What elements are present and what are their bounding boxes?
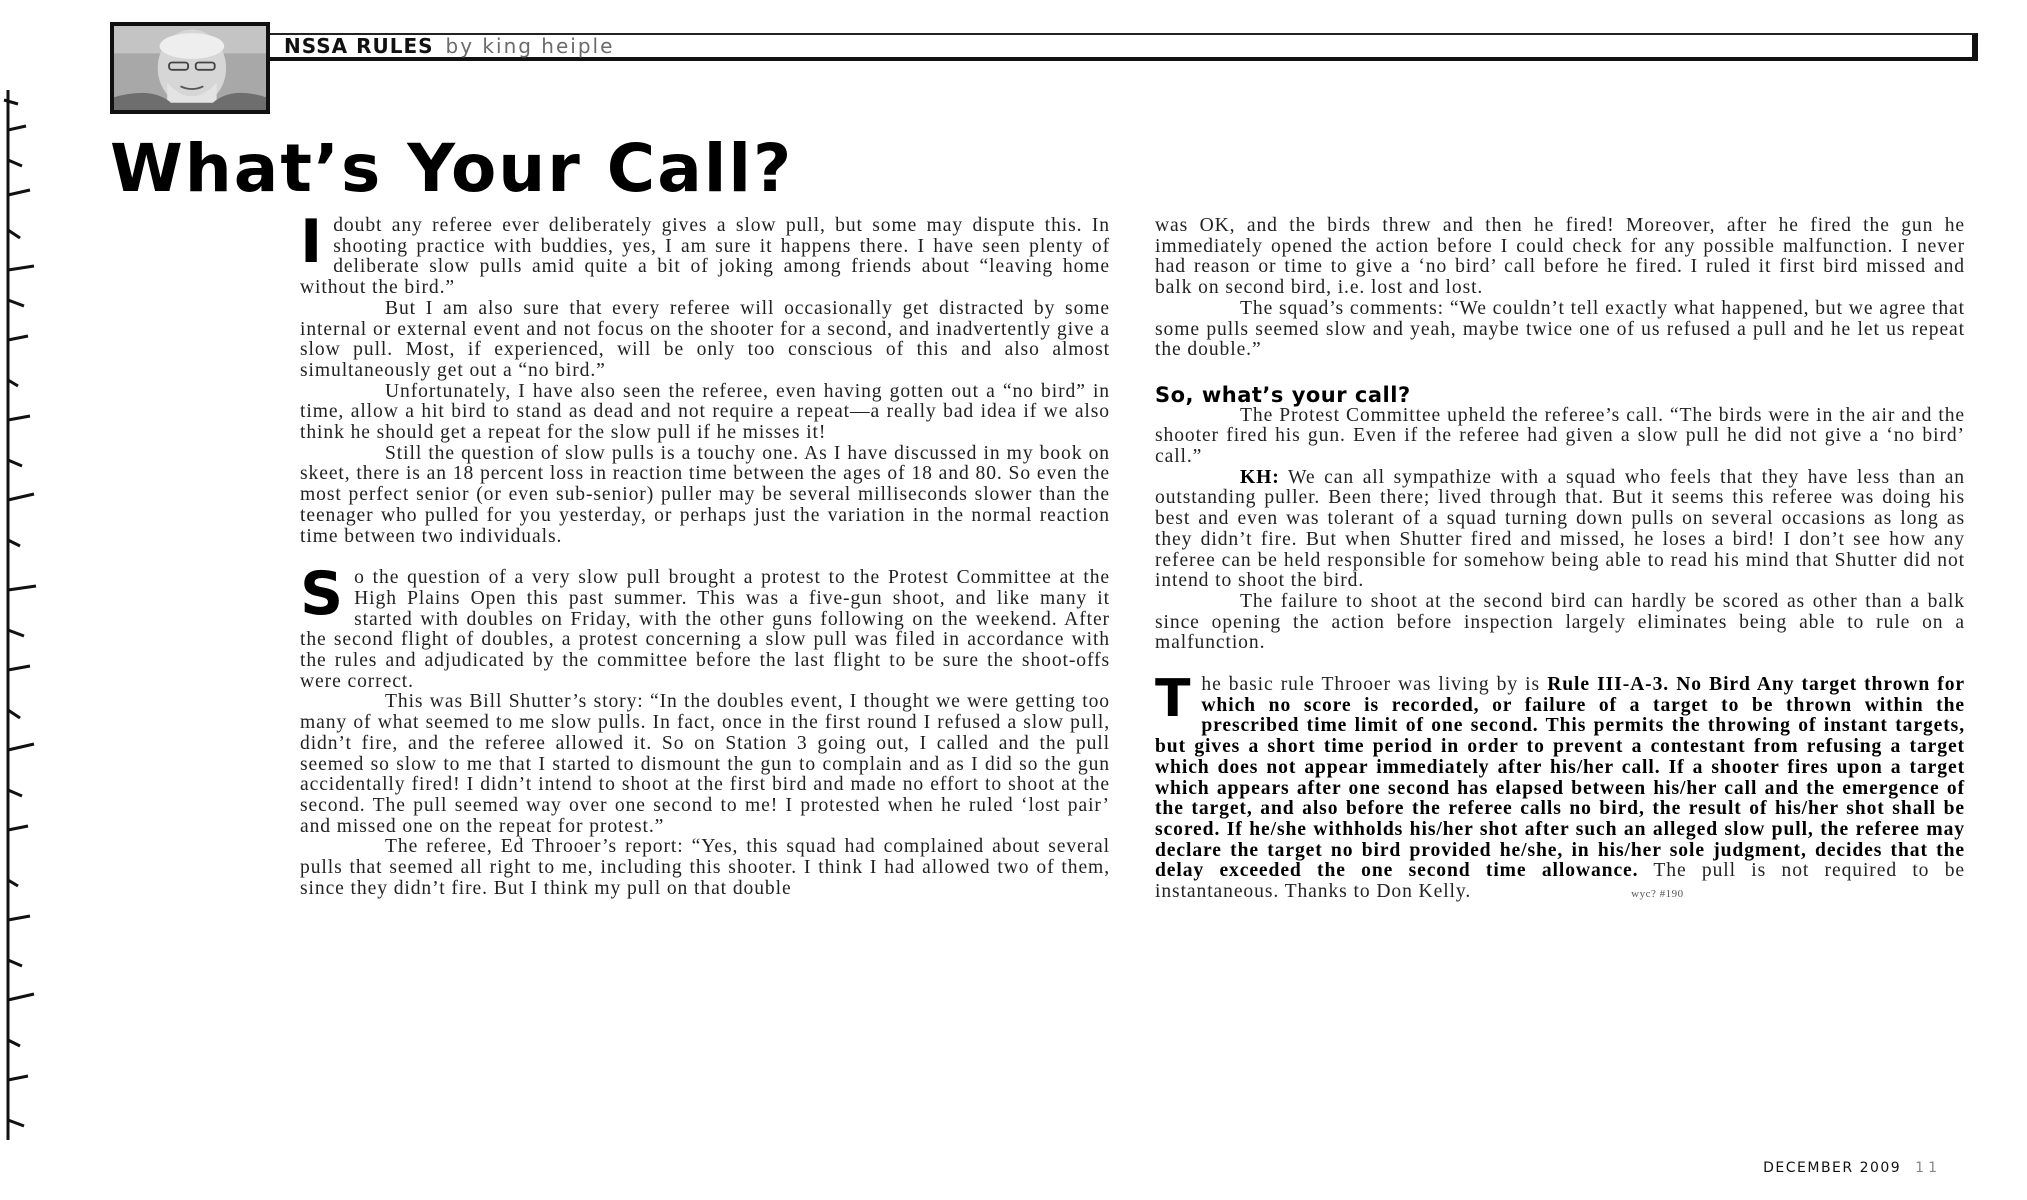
paragraph-text: he basic rule Throoer was living by is bbox=[1201, 674, 1541, 696]
article-right-column bbox=[1155, 216, 1965, 905]
paragraph: The failure to shoot at the second bird can hardly be scored as other than a balk since opening the action before inspection largely eliminates being able to rule on a malfunction. bbox=[1155, 590, 1965, 654]
paragraph-text: doubt any referee ever deliberately gives a slow pull, but some may dispute this. In shooting practice with buddies, yes, I am sure it happens there. I have seen plenty of deliberate slow pulls amid quite a bit of joking among friends about “leaving home without the bird.” bbox=[300, 215, 1110, 299]
drop-cap: T bbox=[1155, 669, 1192, 730]
drop-cap: S bbox=[300, 559, 345, 630]
paragraph: was OK, and the birds threw and then he fired! Moreover, after he fired the gun he immediately opened the action before I could check for any possible malfunction. I never had reason or time to give a ‘no bird’ call before he fired. I ruled it first bird missed and balk on second bird, i.e. lost and lost. bbox=[1155, 215, 1965, 299]
paragraph: Unfortunately, I have also seen the referee, even having gotten out a “no bird” in time, allow a hit bird to stand as dead and not require a repeat—a really bad idea if we also think he should get a repeat for the slow pull if he misses it! bbox=[300, 380, 1110, 444]
issue-date: DECEMBER 2009 bbox=[1763, 1160, 1902, 1176]
paragraph-squad-comments: The squad’s comments: “We couldn’t tell exactly what happened, but we agree that some pulls seemed slow and yeah, maybe twice one of us refused a pull and he let us repeat the double.” bbox=[1155, 297, 1965, 361]
subheading: So, what’s your call? bbox=[1155, 382, 1411, 407]
paragraph-referee-report: The referee, Ed Throoer’s report: “Yes, this squad had complained about several pulls that seemed all right to me, including this shooter. I think I had allowed two of them, since they didn’t fire. But I think my pull on that double bbox=[300, 836, 1110, 899]
scan-edge-marks bbox=[0, 90, 52, 1140]
page-number: 11 bbox=[1915, 1160, 1941, 1176]
section-name: NSSA RULES bbox=[284, 34, 434, 58]
article-left-column bbox=[300, 207, 1110, 900]
paragraph-kh-comment bbox=[1155, 468, 1965, 592]
paragraph-committee-decision: The Protest Committee upheld the referee’s call. “The birds were in the air and the shooter fired his gun. Even if the referee had given a slow pull he did not give a ‘no bird’ call.” bbox=[1155, 404, 1965, 468]
author-byline: by king heiple bbox=[445, 34, 615, 58]
paragraph-text: The pull is not required to be instantaneous. Thanks to Don Kelly. bbox=[1155, 860, 1965, 903]
rule-text: Rule III-A-3. No Bird Any target thrown for which no score is recorded, or failure of a target to be thrown within the prescribed time limit of one second. This permits the throwing of instant targets, but gives a short time period in order to prevent a contestant from refusing a target which does not appear immediately after his/her call. If a shooter fires upon a target which appears after one second has elapsed between his/her call and the emergence of the target, and also before the referee calls no bird, the result of his/her shot shall be scored. If he/she withholds his/her shot after such an alleged slow pull, the referee may declare the target no bird provided he/she, in his/her sole judgment, decides that the delay exceeded the one second time allowance. bbox=[1155, 674, 1965, 882]
paragraph-intro bbox=[300, 207, 1110, 299]
kh-label: KH: bbox=[1240, 466, 1280, 488]
paragraph-protest bbox=[300, 559, 1110, 692]
paragraph: But I am also sure that every referee will occasionally get distracted by some internal or external event and not focus on the shooter for a second, and inadvertently give a slow pull. Most, if experienced, will be only too conscious of this and also almost simultaneously get out a “no bird.” bbox=[300, 297, 1110, 381]
paragraph-shooter-story: This was Bill Shutter’s story: “In the doubles event, I thought we were getting too many of what seemed to me slow pulls. In fact, once in the first round I refused a slow pull, didn’t fire, and the referee allowed it. So on Station 3 going out, I called and the pull seemed so slow to me that I started to dismount the gun to complain and as I did so the gun accidentally fired! I didn’t intend to shoot at the first bird and made no effort to shoot at the second. The pull seemed way over one second to me! I protested when he ruled ‘lost pair’ and missed one on the repeat for protest.” bbox=[300, 691, 1110, 837]
author-photo bbox=[110, 22, 270, 114]
column-header bbox=[270, 33, 1978, 61]
paragraph-text: o the question of a very slow pull brought a protest to the Protest Committee at the High Plains Open this past summer. This was a five-gun shoot, and like many it started with doubles on Friday, with the other guns following on the weekend. After the second flight of doubles, a protest concerning a slow pull was filed in accordance with the rules and adjudicated by the committee before the last flight to be sure the shoot-offs were correct. bbox=[300, 567, 1110, 692]
paragraph-rule bbox=[1155, 669, 1965, 905]
drop-cap: I bbox=[300, 207, 324, 277]
signature: wyc? #190 bbox=[1631, 888, 1684, 901]
author-portrait-image bbox=[114, 26, 266, 110]
article-title: What’s Your Call? bbox=[110, 130, 794, 207]
paragraph: Still the question of slow pulls is a touchy one. As I have discussed in my book on skeet, there is an 18 percent loss in reaction time between the ages of 18 and 80. So even the most perfect senior (or even sub-senior) puller may be several milliseconds slower than the teenager who pulled for you yesterday, or perhaps just the variation in the normal reaction time between two individuals. bbox=[300, 442, 1110, 547]
paragraph-text: We can all sympathize with a squad who feels that they have less than an outstanding puller. Been there; lived through that. But it seems this referee was doing his best and even was tolerant of a squad turning down pulls on several occasions as long as they didn’t fire. But when Shutter fired and missed, he loses a bird! I don’t see how any referee can be held responsible for somehow being able to read his mind that Shutter did not intend to shoot the bird. bbox=[1155, 466, 1965, 592]
page-footer bbox=[1763, 1160, 1941, 1176]
